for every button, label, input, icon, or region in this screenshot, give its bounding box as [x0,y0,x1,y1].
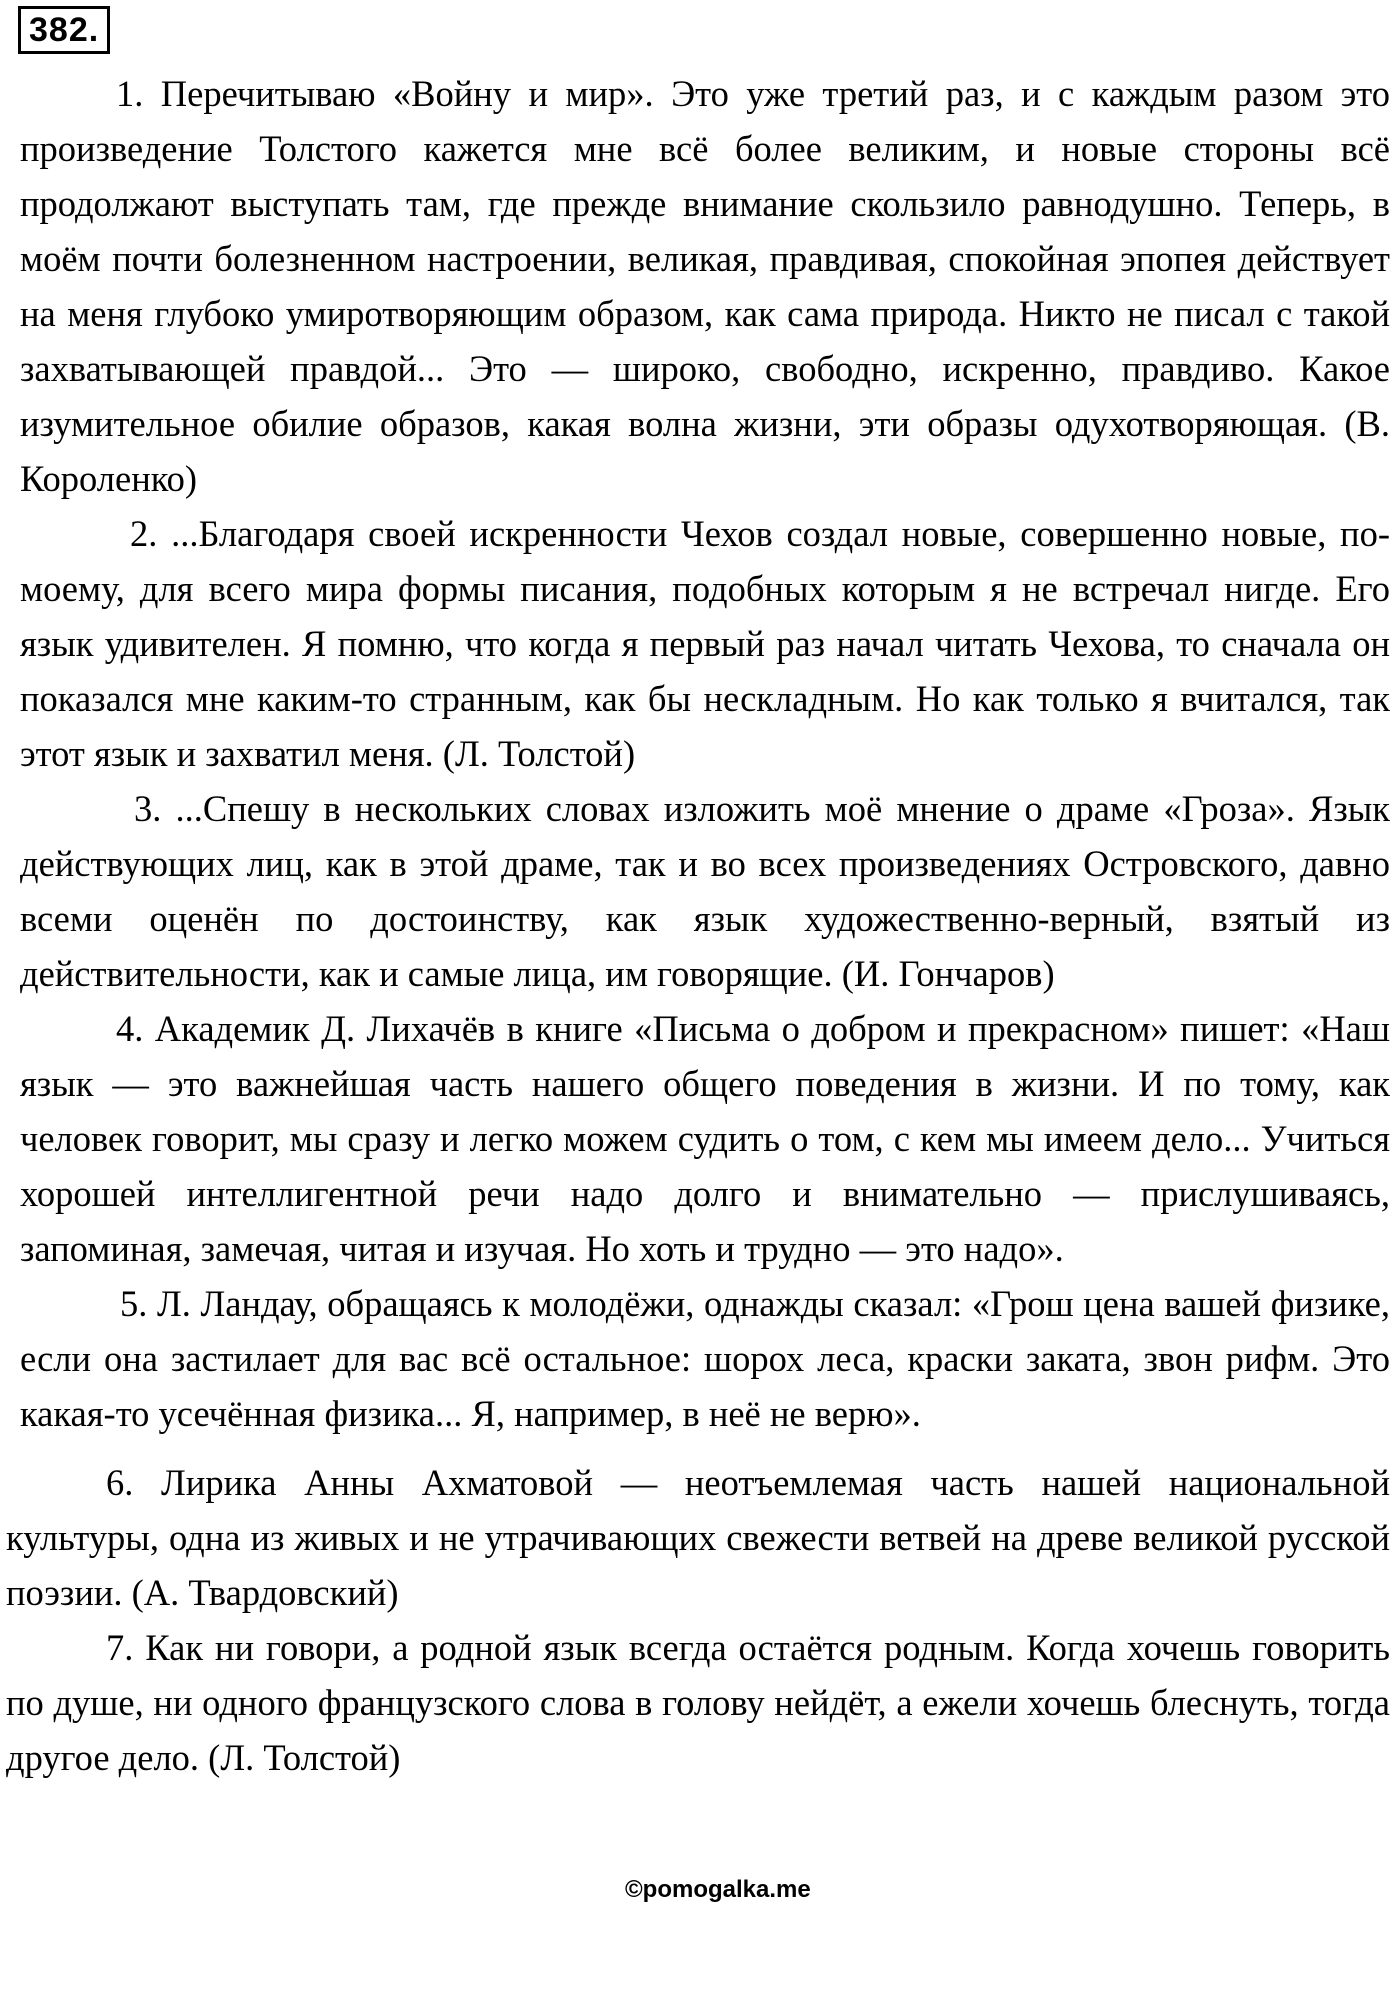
paragraph-2: 2. ...Благодаря своей искренности Чехов создал новые, совершенно новые, по-моему, для всего мира формы писания, подобных которым я не встречал нигде. Его язык удивителен. Я помню, что когда я первый раз начал читать Чехова, то сначала он показался мне каким-то странным, как бы нескладным. Но как только я вчитался, так этот язык и захватил меня. (Л. Толстой) [20,513,1390,774]
paragraph-4: 4. Академик Д. Лихачёв в книге «Письма о добром и прекрасном» пишет: «Наш язык — это важнейшая часть нашего общего поведения в жизни. И по тому, как человек говорит, мы сразу и легко можем судить о том, с кем мы имеем дело... Учиться хорошей интеллигентной речи надо долго и внимательно — прислушиваясь, запоминая, замечая, читая и изучая. Но хоть и трудно — это надо». [20,1008,1390,1269]
paragraph-6: 6. Лирика Анны Ахматовой — неотъемлемая часть нашей национальной культуры, одна из живых и не утрачивающих свежести ветвей на древе великой русской поэзии. (А. Твардовский) [6,1462,1390,1613]
watermark: ©pomogalka.me [625,1876,811,1903]
paragraph-7: 7. Как ни говори, а родной язык всегда остаётся родным. Когда хочешь говорить по душе, ни одного французского слова в голову нейдёт, а ежели хочешь блеснуть, тогда другое дело. (Л. Толстой) [6,1627,1390,1778]
paragraph-5: 5. Л. Ландау, обращаясь к молодёжи, однажды сказал: «Грош цена вашей физике, если она застилает для вас всё остальное: шорох леса, краски заката, звон рифм. Это какая-то усечённая физика... Я, например, в неё не верю». [20,1283,1390,1434]
paragraph-1: 1. Перечитываю «Войну и мир». Это уже третий раз, и с каждым разом это произведение Толстого кажется мне всё более великим, и новые стороны всё продолжают выступать там, где прежде внимание скользило равнодушно. Теперь, в моём почти болезненном настроении, великая, правдивая, спокойная эпопея действует на меня глубоко умиротворяющим образом, как сама природа. Никто не писал с такой захватывающей правдой... Это — широко, свободно, искренно, правдиво. Какое изумительное обилие образов, какая волна жизни, эти образы одухотворяющая. (В. Короленко) [20,73,1390,499]
paragraph-3: 3. ...Спешу в нескольких словах изложить моё мнение о драме «Гроза». Язык действующих лиц, как в этой драме, так и во всех произведениях Островского, давно всеми оценён по достоинству, как язык художественно-верный, взятый из действительности, как и самые лица, им говорящие. (И. Гончаров) [20,788,1390,994]
exercise-text [6,66,1390,1785]
exercise-number: 382. [18,6,110,54]
